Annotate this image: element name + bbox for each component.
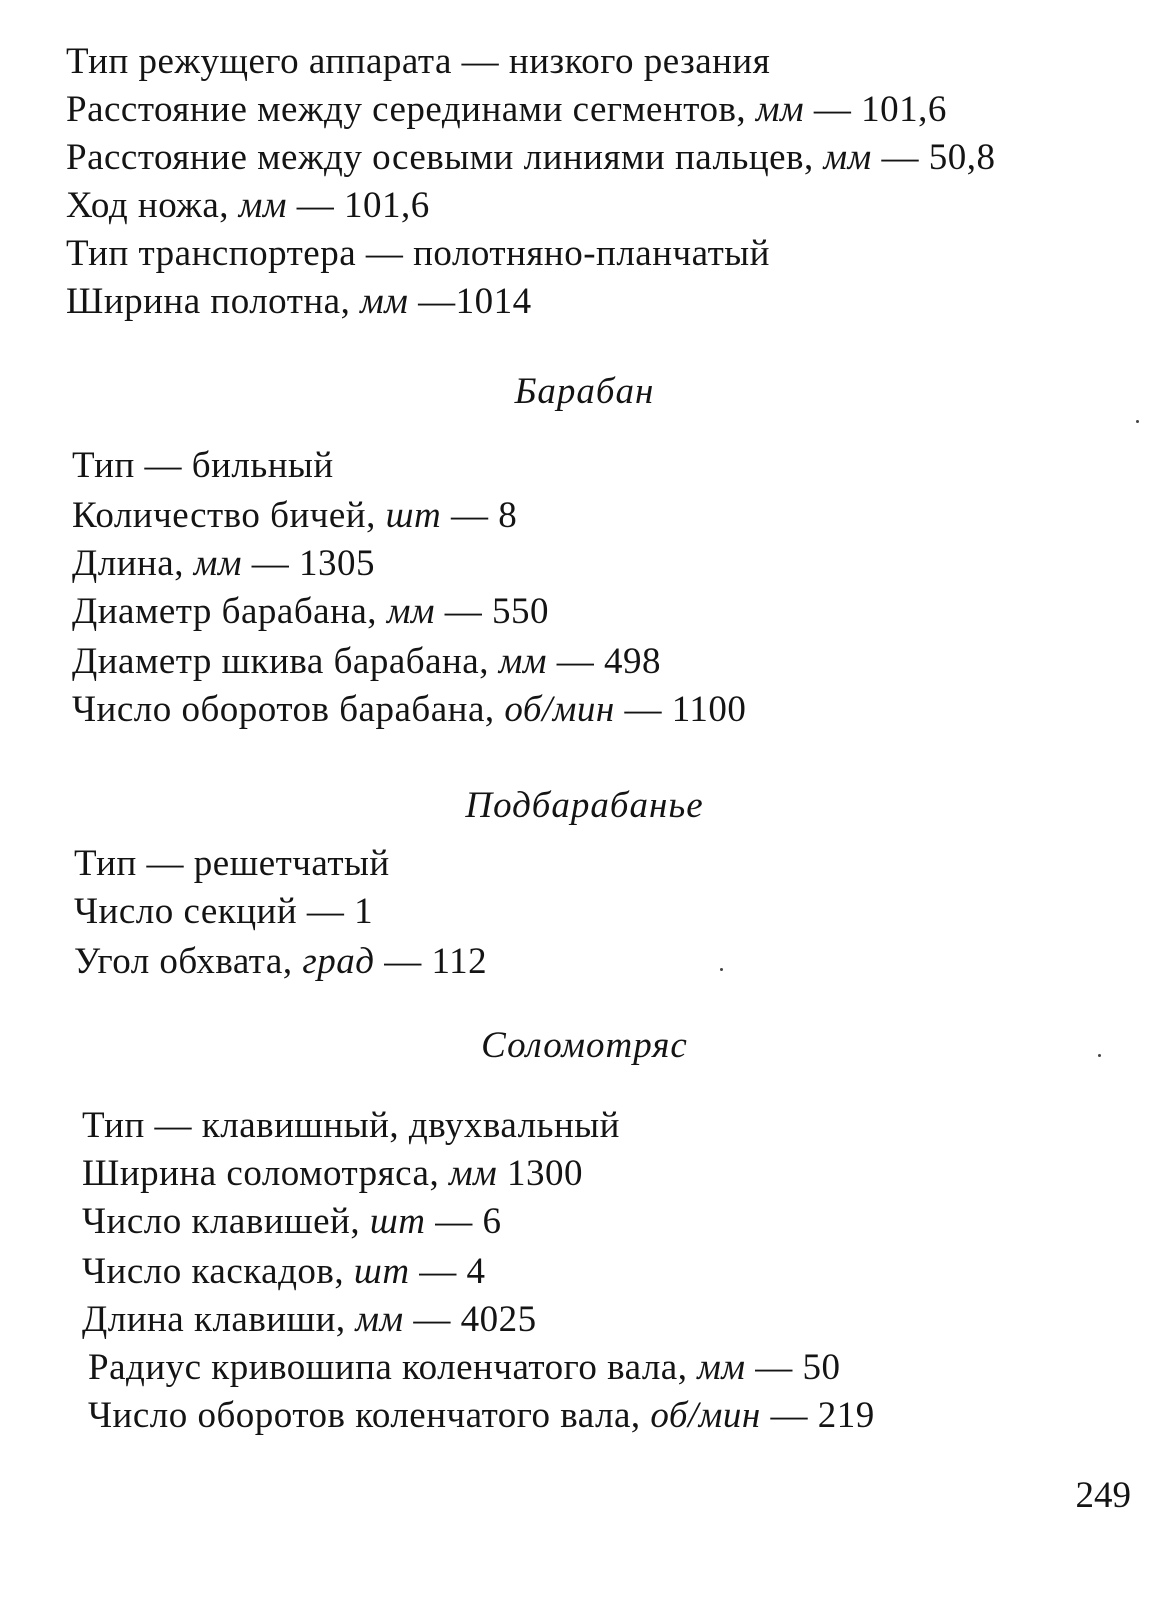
section-heading-concave: Подбарабанье (465, 785, 704, 826)
scan-speck (720, 968, 723, 971)
spec-line: Длина клавиши, мм — 4025 (82, 1299, 537, 1340)
spec-line: Тип режущего аппарата — низкого резания (66, 41, 771, 82)
spec-line: Угол обхвата, град — 112 (74, 941, 488, 982)
spec-line: Тип — бильный (72, 445, 334, 486)
spec-line: Ход ножа, мм — 101,6 (66, 185, 430, 226)
spec-line: Радиус кривошипа коленчатого вала, мм — 50 (88, 1347, 841, 1388)
scan-speck (1136, 420, 1139, 423)
page-number: 249 (1075, 1475, 1131, 1516)
spec-line: Число каскадов, шт — 4 (82, 1251, 486, 1292)
spec-line: Число оборотов коленчатого вала, об/мин — 219 (88, 1395, 875, 1436)
scan-speck (1098, 1054, 1101, 1057)
spec-line: Число клавишей, шт — 6 (82, 1201, 502, 1242)
spec-line: Расстояние между осевыми линиями пальцев, мм — 50,8 (66, 137, 996, 178)
spec-line: Длина, мм — 1305 (72, 543, 375, 584)
spec-line: Диаметр барабана, мм — 550 (72, 591, 550, 632)
spec-line: Тип транспортера — полотняно-планчатый (66, 233, 770, 274)
section-heading-straw-walker: Соломотряс (481, 1025, 688, 1066)
spec-line: Число оборотов барабана, об/мин — 1100 (72, 689, 747, 730)
spec-line: Тип — клавишный, двухвальный (82, 1105, 620, 1146)
spec-line: Тип — решетчатый (74, 843, 390, 884)
spec-line: Диаметр шкива барабана, мм — 498 (72, 641, 661, 682)
spec-line: Ширина соломотряса, мм 1300 (82, 1153, 583, 1194)
spec-line: Число секций — 1 (74, 891, 374, 932)
spec-line: Количество бичей, шт — 8 (72, 495, 518, 536)
section-heading-drum: Барабан (514, 371, 655, 412)
spec-line: Расстояние между серединами сегментов, мм — 101,6 (66, 89, 947, 130)
spec-line: Ширина полотна, мм —1014 (66, 281, 532, 322)
